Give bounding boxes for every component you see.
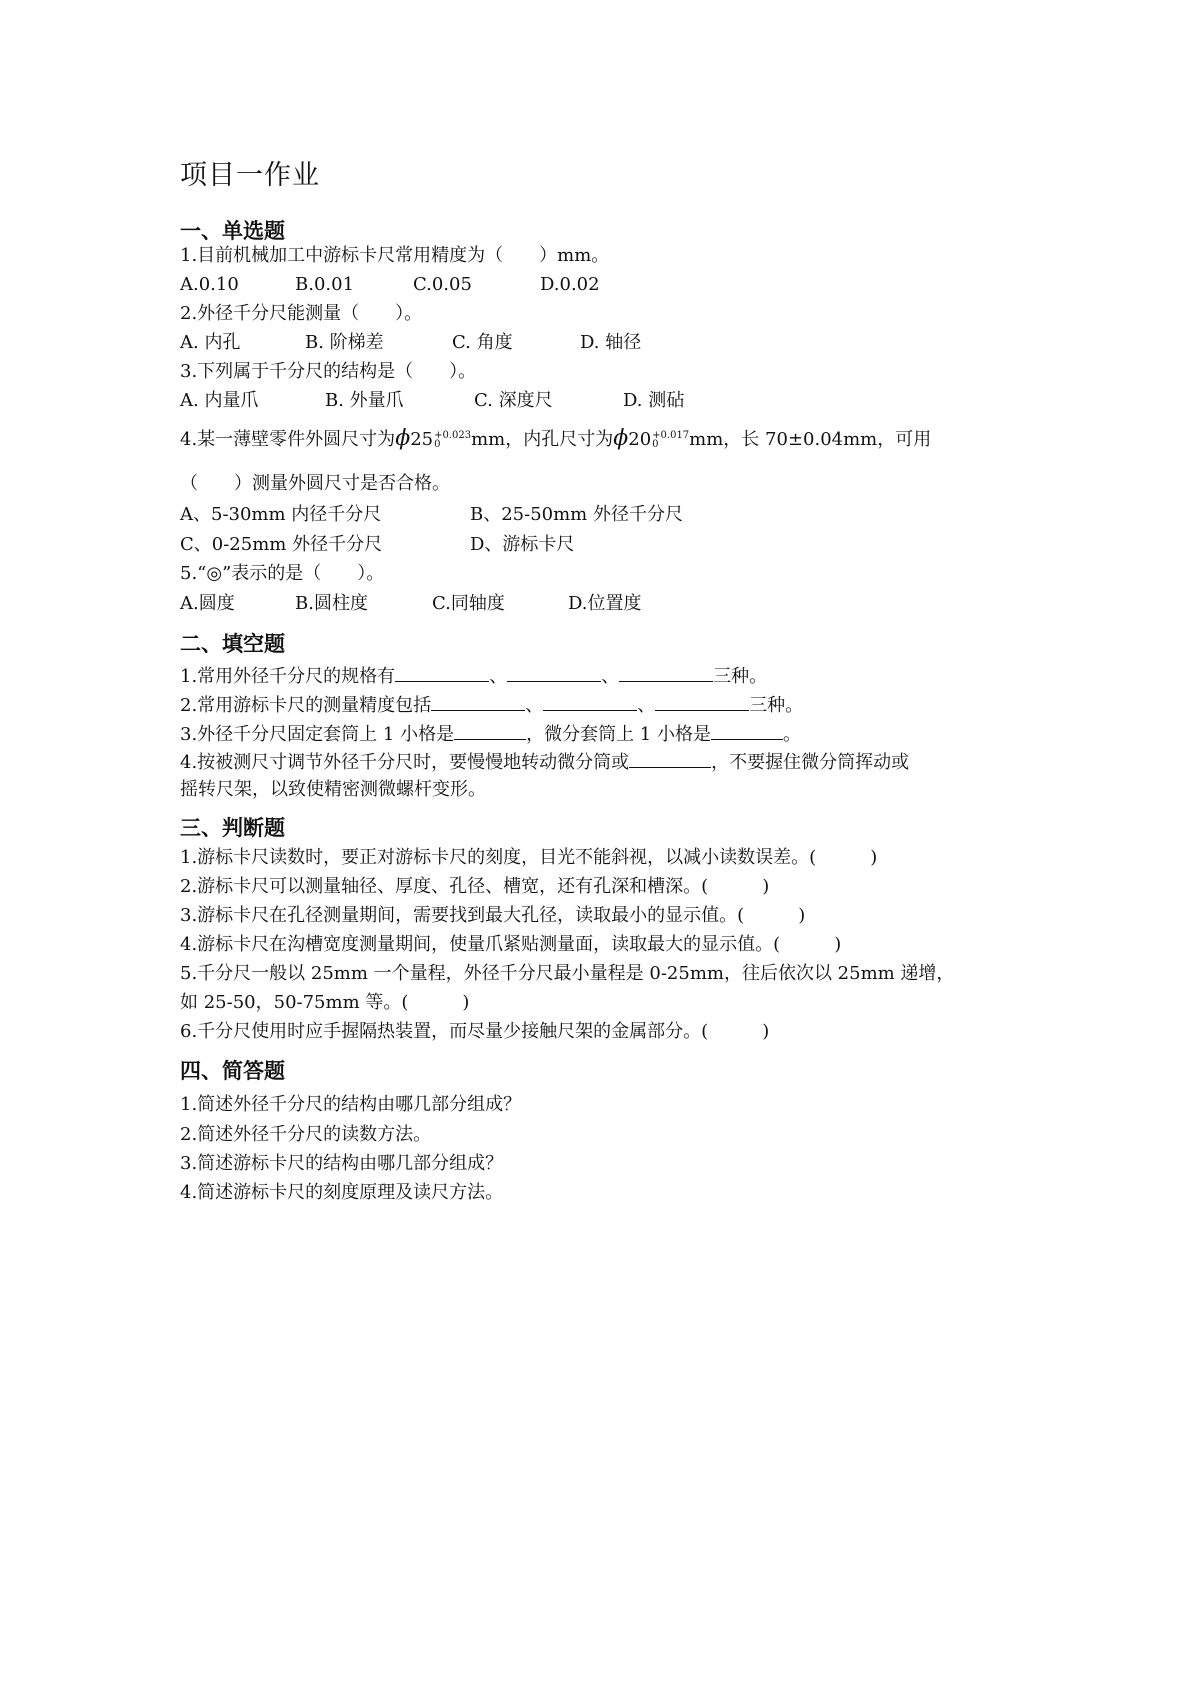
q-text: 4.按被测尺寸调节外径千分尺时，要慢慢地转动微分筒或	[180, 752, 630, 773]
diameter-symbol: ϕ	[613, 426, 629, 451]
option-c: C. 角度	[452, 332, 513, 353]
q4-text-mid: mm，内孔尺寸为	[471, 429, 614, 450]
question-1-3: 3.下列属于千分尺的结构是（ ）。	[180, 361, 477, 382]
answer-blank[interactable]	[619, 663, 713, 682]
q-text-end: 三种。	[749, 695, 804, 716]
option-a: A. 内孔	[180, 332, 241, 353]
q-text: 2.常用游标卡尺的测量精度包括	[180, 695, 432, 716]
diameter-symbol: ϕ	[395, 426, 411, 451]
option-c: C. 深度尺	[474, 390, 553, 411]
question-2-1	[180, 663, 767, 690]
question-1-1: 1.目前机械加工中游标卡尺常用精度为（ ）mm。	[180, 245, 610, 266]
tolerance-2	[652, 431, 689, 449]
option-b: B. 外量爪	[325, 390, 404, 411]
question-3-5: 5.千分尺一般以 25mm 一个量程，外径千分尺最小量程是 0-25mm，往后依次以 25mm 递增，	[180, 963, 955, 984]
question-3-3: 3.游标卡尺在孔径测量期间，需要找到最大孔径，读取最小的显示值。( )	[180, 905, 806, 926]
q4-text-mid2: mm，长 70	[689, 429, 788, 450]
answer-blank[interactable]	[543, 692, 637, 711]
separator: 、	[525, 695, 544, 716]
question-2-2	[180, 692, 803, 719]
question-1-4-line2: （ ）测量外圆尺寸是否合格。	[180, 473, 450, 494]
question-3-1: 1.游标卡尺读数时，要正对游标卡尺的刻度，目光不能斜视，以减小读数误差。( )	[180, 847, 878, 868]
q-text: 1.常用外径千分尺的规格有	[180, 666, 396, 687]
tolerance-1	[434, 431, 471, 449]
separator: 、	[489, 666, 508, 687]
question-2-3	[180, 721, 801, 748]
lower-deviation-1: 0	[434, 439, 441, 450]
option-d: D.位置度	[568, 593, 642, 614]
option-c: C、0-25mm 外径千分尺	[180, 534, 383, 555]
option-a: A.圆度	[180, 593, 235, 614]
option-b: B.圆柱度	[295, 593, 368, 614]
option-b: B. 阶梯差	[305, 332, 384, 353]
nominal-size-1: 25	[410, 429, 434, 450]
question-4-4: 4.简述游标卡尺的刻度原理及读尺方法。	[180, 1182, 504, 1203]
answer-blank[interactable]	[629, 749, 711, 768]
option-d: D.0.02	[540, 274, 600, 295]
option-a: A.0.10	[180, 274, 239, 295]
lower-deviation-2: 0	[652, 439, 659, 450]
q-text-end: 。	[782, 724, 801, 745]
nominal-size-2: 20	[628, 429, 652, 450]
question-3-6: 6.千分尺使用时应手握隔热装置，而尽量少接触尺架的金属部分。( )	[180, 1021, 770, 1042]
question-4-2: 2.简述外径千分尺的读数方法。	[180, 1124, 432, 1145]
upper-deviation-1: +0.023	[434, 430, 472, 441]
q-text-end: ，不要握住微分筒挥动或	[711, 752, 910, 773]
page-title: 项目一作业	[180, 160, 320, 191]
question-3-2: 2.游标卡尺可以测量轴径、厚度、孔径、槽宽，还有孔深和槽深。( )	[180, 876, 770, 897]
option-c: C.0.05	[413, 274, 472, 295]
separator: 、	[601, 666, 620, 687]
question-1-4	[180, 426, 931, 453]
option-a: A. 内量爪	[180, 390, 259, 411]
question-2-4-line2: 摇转尺架，以致使精密测微螺杆变形。	[180, 779, 486, 800]
question-4-1: 1.简述外径千分尺的结构由哪几部分组成？	[180, 1094, 522, 1115]
question-2-4	[180, 749, 909, 776]
option-d: D、游标卡尺	[470, 534, 575, 555]
question-4-3: 3.简述游标卡尺的结构由哪几部分组成？	[180, 1153, 504, 1174]
option-b: B、25-50mm 外径千分尺	[470, 504, 683, 525]
separator: 、	[637, 695, 656, 716]
q-text-mid: ，微分套筒上 1 小格是	[526, 724, 711, 745]
answer-blank[interactable]	[655, 692, 749, 711]
section-heading-true-false: 三、判断题	[180, 816, 285, 840]
option-a: A、5-30mm 内径千分尺	[180, 504, 382, 525]
length-tolerance: ±0.04	[787, 429, 844, 450]
option-b: B.0.01	[295, 274, 355, 295]
answer-blank[interactable]	[431, 692, 525, 711]
question-3-5-line2: 如 25-50，50-75mm 等。( )	[180, 992, 470, 1013]
section-heading-fill-in: 二、填空题	[180, 632, 285, 656]
q-text: 3.外径千分尺固定套筒上 1 小格是	[180, 724, 455, 745]
answer-blank[interactable]	[454, 721, 526, 740]
answer-blank[interactable]	[507, 663, 601, 682]
option-d: D. 轴径	[580, 332, 642, 353]
option-c: C.同轴度	[432, 593, 505, 614]
upper-deviation-2: +0.017	[652, 430, 690, 441]
section-heading-short-answer: 四、简答题	[180, 1059, 285, 1083]
option-d: D. 测砧	[623, 390, 685, 411]
q4-text-end: mm，可用	[843, 429, 932, 450]
q4-text-start: 4.某一薄壁零件外圆尺寸为	[180, 429, 396, 450]
q-text-end: 三种。	[713, 666, 768, 687]
answer-blank[interactable]	[395, 663, 489, 682]
question-3-4: 4.游标卡尺在沟槽宽度测量期间，使量爪紧贴测量面，读取最大的显示值。( )	[180, 934, 842, 955]
answer-blank[interactable]	[711, 721, 783, 740]
section-heading-single-choice: 一、单选题	[180, 219, 285, 243]
question-1-2: 2.外径千分尺能测量（ ）。	[180, 303, 423, 324]
question-1-5: 5.“◎”表示的是（ ）。	[180, 563, 385, 584]
